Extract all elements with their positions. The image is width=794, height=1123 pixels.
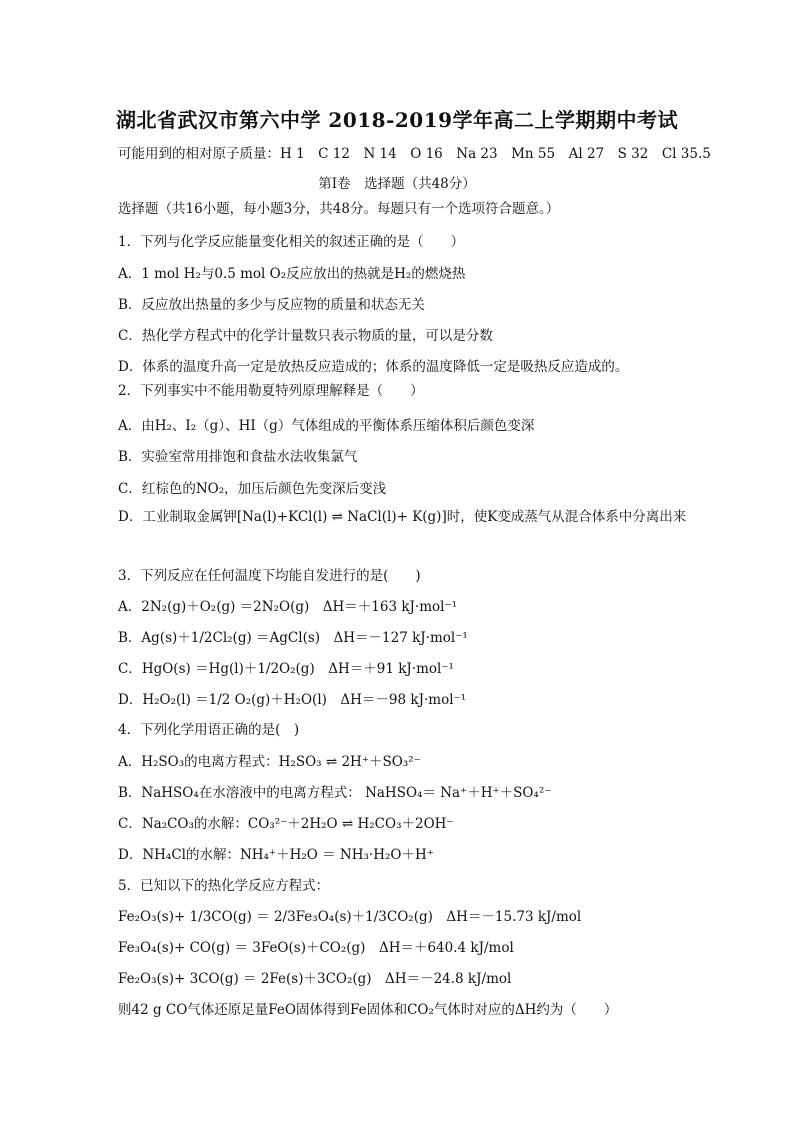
question-2-option-b: B．实验室常用排饱和食盐水法收集氯气 (118, 449, 358, 465)
question-1-option-b: B．反应放出热量的多少与反应物的质量和状态无关 (118, 297, 425, 313)
exam-title: 湖北省武汉市第六中学 2018-2019学年高二上学期期中考试 (115, 108, 679, 132)
question-4-option-b: B．NaHSO₄在水溶液中的电离方程式： NaHSO₄＝ Na⁺＋H⁺＋SO₄²⁻ (118, 785, 552, 801)
question-1-option-d: D．体系的温度升高一定是放热反应造成的；体系的温度降低一定是吸热反应造成的。 (118, 359, 629, 375)
question-1-stem: 1．下列与化学反应能量变化相关的叙述正确的是（ ） (118, 234, 465, 250)
question-3-stem: 3．下列反应在任何温度下均能自发进行的是( ) (118, 568, 421, 584)
question-2-option-c: C．红棕色的NO₂，加压后颜色先变深后变浅 (118, 481, 387, 497)
question-4-option-a: A．H₂SO₃的电离方程式：H₂SO₃ ⇌ 2H⁺＋SO₃²⁻ (118, 754, 421, 770)
question-4-option-d: D．NH₄Cl的水解：NH₄⁺＋H₂O ＝ NH₃·H₂O＋H⁺ (118, 847, 434, 863)
question-1-option-a: A．1 mol H₂与0.5 mol O₂反应放出的热就是H₂的燃烧热 (118, 266, 466, 282)
question-5-equation-2: Fe₃O₄(s)+ CO(g) ＝ 3FeO(s)＋CO₂(g) ΔH＝＋640.4 kJ/mol (118, 940, 514, 956)
question-2-option-a: A．由H₂、I₂（g）、HI（g）气体组成的平衡体系压缩体积后颜色变深 (118, 418, 535, 434)
question-3-option-c: C．HgO(s) ＝Hg(l)＋1/2O₂(g) ΔH＝＋91 kJ·mol⁻¹ (118, 661, 454, 677)
question-3-option-d: D．H₂O₂(l) ＝1/2 O₂(g)＋H₂O(l) ΔH＝－98 kJ·mol⁻¹ (118, 692, 467, 708)
question-3-option-b: B．Ag(s)＋1/2Cl₂(g) ＝AgCl(s) ΔH＝－127 kJ·mol⁻¹ (118, 630, 468, 646)
section-instruction: 选择题（共16小题，每小题3分，共48分。每题只有一个选项符合题意。） (118, 201, 560, 217)
atomic-masses-line: 可能用到的相对原子质量：H 1 C 12 N 14 O 16 Na 23 Mn 55 Al 27 S 32 Cl 35.5 (118, 146, 711, 162)
question-4-stem: 4．下列化学用语正确的是( ) (118, 722, 300, 738)
question-1-option-c: C．热化学方程式中的化学计量数只表示物质的量，可以是分数 (118, 328, 493, 344)
question-2-stem: 2．下列事实中不能用勒夏特列原理解释是（ ） (118, 383, 424, 399)
question-3-option-a: A．2N₂(g)＋O₂(g) ＝2N₂O(g) ΔH＝＋163 kJ·mol⁻¹ (118, 599, 457, 615)
question-5-equation-3: Fe₂O₃(s)+ 3CO(g) ＝ 2Fe(s)＋3CO₂(g) ΔH＝－24.8 kJ/mol (118, 971, 512, 987)
question-4-option-c: C．Na₂CO₃的水解：CO₃²⁻＋2H₂O ⇌ H₂CO₃＋2OH⁻ (118, 816, 454, 832)
section-title: 第Ⅰ卷 选择题（共48分） (318, 176, 476, 192)
question-2-option-d: D．工业制取金属钾[Na(l)+KCl(l) ⇌ NaCl(l)+ K(g)]时，使K变成蒸气从混合体系中分离出来 (118, 509, 687, 525)
question-5-stem: 5．已知以下的热化学反应方程式： (118, 878, 330, 894)
question-5-equation-1: Fe₂O₃(s)+ 1/3CO(g) ＝ 2/3Fe₃O₄(s)＋1/3CO₂(g) ΔH＝－15.73 kJ/mol (118, 909, 582, 925)
question-5-prompt: 则42 g CO气体还原足量FeO固体得到Fe固体和CO₂气体时对应的ΔH约为（ ） (118, 1002, 618, 1018)
